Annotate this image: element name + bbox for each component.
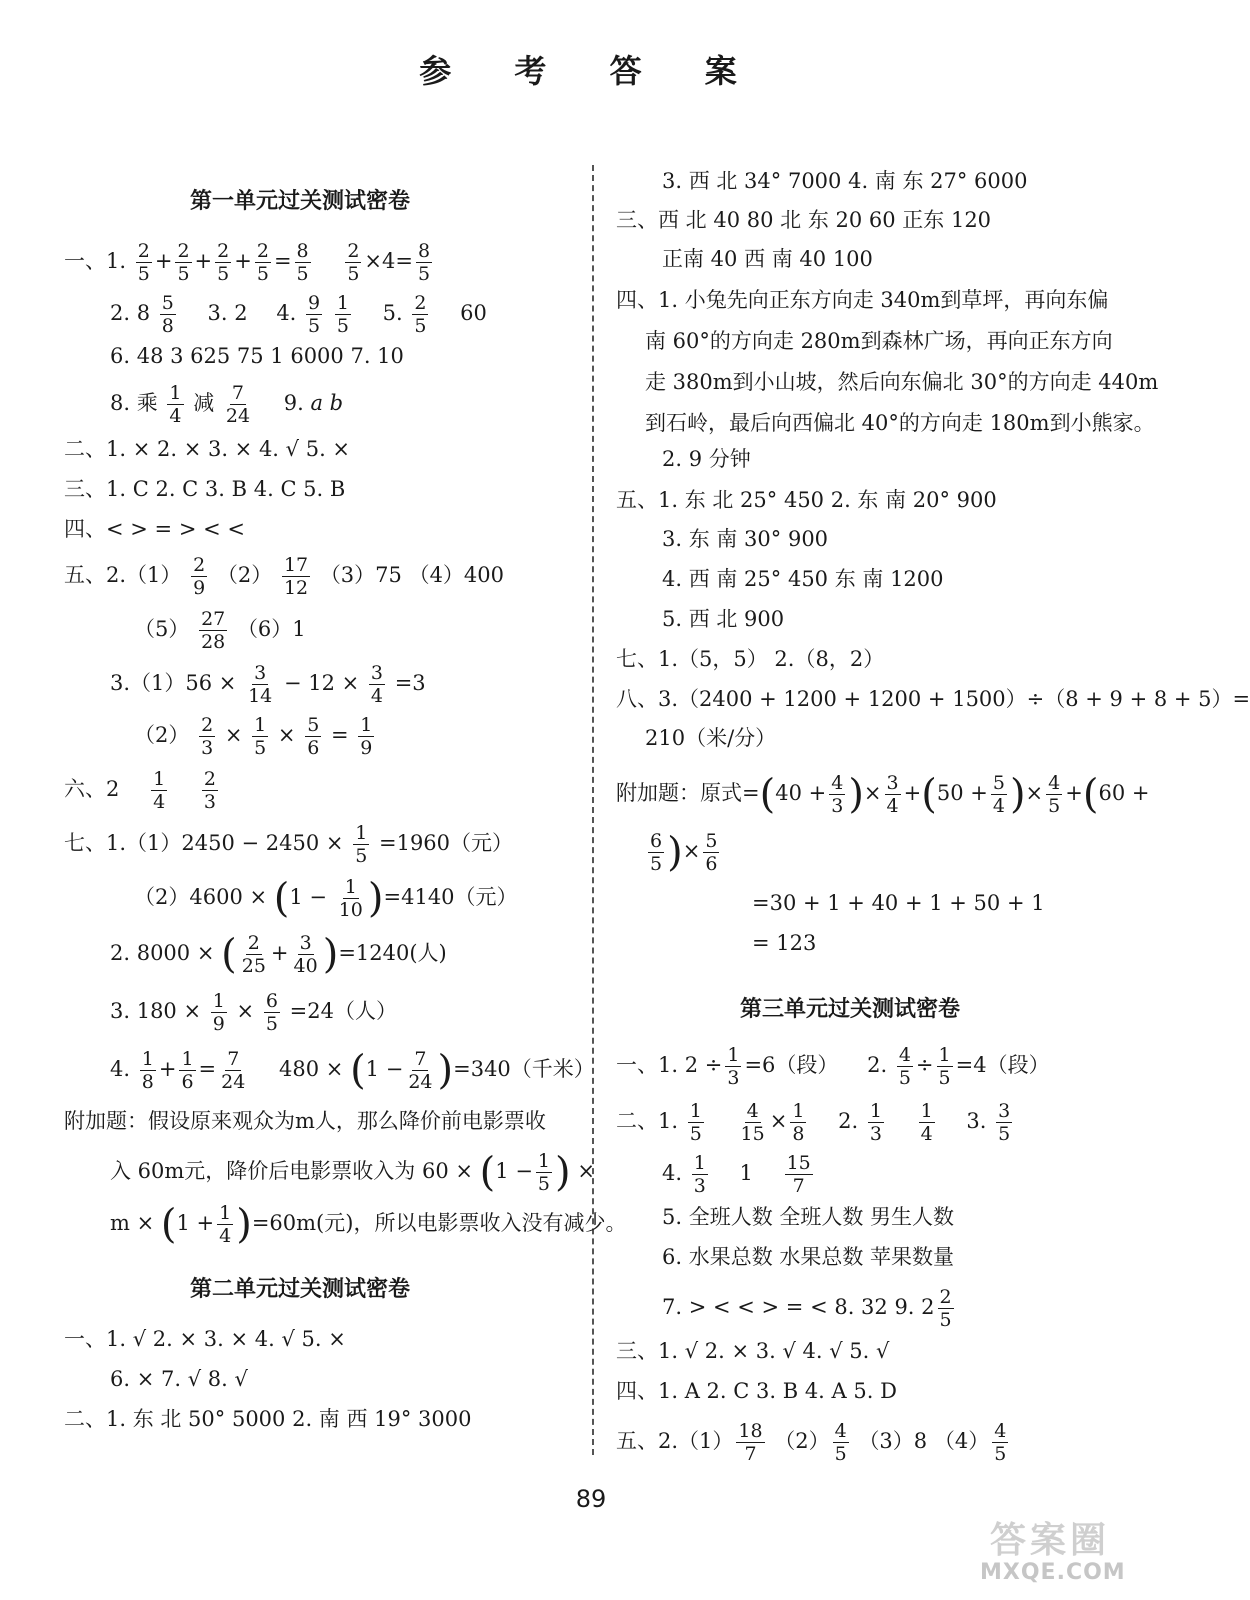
unit2-right-9: 五、1. 东 北 25° 450 2. 东 南 20° 900 — [616, 488, 997, 512]
unit2-right-10: 3. 东 南 30° 900 — [662, 527, 829, 551]
unit3-line-7: 三、1. √ 2. × 3. √ 4. √ 5. √ — [616, 1339, 890, 1363]
unit2-right-12: 5. 西 北 900 — [662, 607, 785, 631]
unit2-right-17: $\frac{6}{5}$ )× $\frac{5}{6}$ — [650, 829, 718, 876]
unit2-right-14: 八、3.（2400 + 1200 + 1200 + 1500）÷（8 + 9 + 8 + 5）= — [616, 687, 1250, 711]
unit3-line-6: 7. > < < > = < 8. 32 9. 2 $\frac{2}{5}$ — [662, 1286, 952, 1331]
unit2-line-1: 一、1. √ 2. × 3. × 4. √ 5. × — [64, 1327, 346, 1351]
unit2-right-18: =30 + 1 + 40 + 1 + 50 + 1 — [752, 891, 1045, 915]
unit1-line-20: m × (1 + $\frac{1}{4}$ )=60m(元)，所以电影票收入没有减少。 — [110, 1201, 627, 1248]
unit2-right-3: 正南 40 西 南 40 100 — [662, 247, 873, 271]
unit1-line-16: 3. 180 × $\frac{1}{9}$ × $\frac{6}{5}$ =24（人） — [110, 990, 397, 1035]
unit2-line-3: 二、1. 东 北 50° 5000 2. 南 西 19° 3000 — [64, 1407, 472, 1431]
unit1-line-1: 一、1. $\frac{2}{5}$ + $\frac{2}{5}$ + $\frac{2}{5}$ + $\frac{2}{5}$ = $\frac{8}{5}$ $\frac{2}{5}$ ×4= $\frac{8}{5}$ — [64, 240, 431, 285]
unit1-line-18: 附加题：假设原来观众为m人，那么降价前电影票收 — [64, 1109, 546, 1133]
unit1-line-14: （2）4600 × (1 − $\frac{1}{10}$ )=4140（元） — [134, 875, 518, 922]
page-title: 参 考 答 案 — [419, 52, 763, 90]
unit1-line-6: 三、1. C 2. C 3. B 4. C 5. B — [64, 477, 346, 501]
unit1-line-17: 4. $\frac{1}{8}$ + $\frac{1}{6}$ = $\frac{7}{24}$ 480 × (1 − $\frac{7}{24}$ )=340（千米） — [110, 1047, 595, 1094]
unit1-line-2: 2. 8 $\frac{5}{8}$ 3. 2 4. $\frac{9}{5}$ $\frac{1}{5}$ 5. $\frac{2}{5}$ 60 — [110, 292, 487, 337]
unit2-right-19: = 123 — [752, 931, 817, 955]
unit2-right-5: 南 60°的方向走 280m到森林广场，再向正东方向 — [645, 329, 1113, 353]
unit3-line-1: 一、1. 2 ÷ $\frac{1}{3}$ =6（段） 2. $\frac{4}{5}$ ÷ $\frac{1}{5}$ =4（段） — [616, 1044, 1050, 1089]
watermark-top-text: 答案圈 — [990, 1520, 1111, 1561]
column-divider — [592, 165, 594, 1455]
unit1-line-11: （2） $\frac{2}{3}$ × $\frac{1}{5}$ × $\frac{5}{6}$ = $\frac{1}{9}$ — [134, 714, 373, 759]
unit1-heading: 第一单元过关测试密卷 — [190, 189, 411, 214]
unit3-line-4: 5. 全班人数 全班人数 男生人数 — [662, 1205, 955, 1229]
unit1-line-15: 2. 8000 × ( $\frac{2}{25}$ + $\frac{3}{40}$ )=1240(人) — [110, 931, 447, 978]
unit3-line-5: 6. 水果总数 水果总数 苹果数量 — [662, 1245, 955, 1269]
unit1-line-12: 六、2 $\frac{1}{4}$ $\frac{2}{3}$ — [64, 768, 216, 813]
unit2-right-15: 210（米/分） — [645, 726, 777, 750]
unit1-line-5: 二、1. × 2. × 3. × 4. √ 5. × — [64, 437, 351, 461]
unit1-line-4: 8. 乘 $\frac{1}{4}$ 减 $\frac{7}{24}$ 9. a b — [110, 382, 344, 427]
unit2-right-16: 附加题：原式=(40 + $\frac{4}{3}$ )× $\frac{3}{4}$ +(50 + $\frac{5}{4}$ )× $\frac{4}{5}$ +(60 + — [616, 771, 1150, 818]
unit2-right-8: 2. 9 分钟 — [662, 447, 751, 471]
unit2-right-2: 三、西 北 40 80 北 东 20 60 正东 120 — [616, 208, 992, 232]
unit3-heading: 第三单元过关测试密卷 — [740, 997, 961, 1022]
unit3-line-9: 五、2.（1） $\frac{18}{7}$ （2） $\frac{4}{5}$ （3）8 （4） $\frac{4}{5}$ — [616, 1420, 1007, 1465]
unit3-line-8: 四、1. A 2. C 3. B 4. A 5. D — [616, 1379, 897, 1403]
unit1-line-9: （5） $\frac{27}{28}$ （6）1 — [134, 608, 306, 653]
unit1-line-3: 6. 48 3 625 75 1 6000 7. 10 — [110, 344, 404, 368]
unit3-line-3: 4. $\frac{1}{3}$ 1 $\frac{15}{7}$ — [662, 1152, 811, 1197]
unit2-line-2: 6. × 7. √ 8. √ — [110, 1367, 248, 1391]
unit1-line-10: 3.（1）56 × $\frac{3}{14}$ − 12 × $\frac{3}{4}$ =3 — [110, 662, 426, 707]
page-number: 89 — [575, 1485, 607, 1513]
unit3-line-2: 二、1. $\frac{1}{5}$ $\frac{4}{15}$ × $\frac{1}{8}$ 2. $\frac{1}{3}$ $\frac{1}{4}$ 3. $\frac{3}{5}$ — [616, 1100, 1011, 1145]
watermark-url-text: MXQE.COM — [980, 1560, 1126, 1585]
unit2-right-1: 3. 西 北 34° 7000 4. 南 东 27° 6000 — [662, 169, 1028, 193]
watermark-logo — [980, 1512, 1170, 1592]
unit1-line-19: 入 60m元，降价后电影票收入为 60 × (1 − $\frac{1}{5}$ ) × — [110, 1149, 595, 1196]
unit2-right-13: 七、1.（5，5） 2.（8，2） — [616, 647, 885, 671]
unit1-line-7: 四、< > = > < < — [64, 517, 245, 541]
unit1-line-13: 七、1.（1）2450 − 2450 × $\frac{1}{5}$ =1960（元） — [64, 822, 514, 867]
unit2-right-7: 到石岭，最后向西偏北 40°的方向走 180m到小熊家。 — [645, 411, 1155, 435]
unit2-right-6: 走 380m到小山坡，然后向东偏北 30°的方向走 440m — [645, 370, 1159, 394]
unit2-right-11: 4. 西 南 25° 450 东 南 1200 — [662, 567, 944, 591]
unit2-heading: 第二单元过关测试密卷 — [190, 1277, 411, 1302]
unit1-line-8: 五、2.（1） $\frac{2}{9}$ （2） $\frac{17}{12}$ （3）75 （4）400 — [64, 554, 505, 599]
unit2-right-4: 四、1. 小兔先向正东方向走 340m到草坪，再向东偏 — [616, 288, 1109, 312]
